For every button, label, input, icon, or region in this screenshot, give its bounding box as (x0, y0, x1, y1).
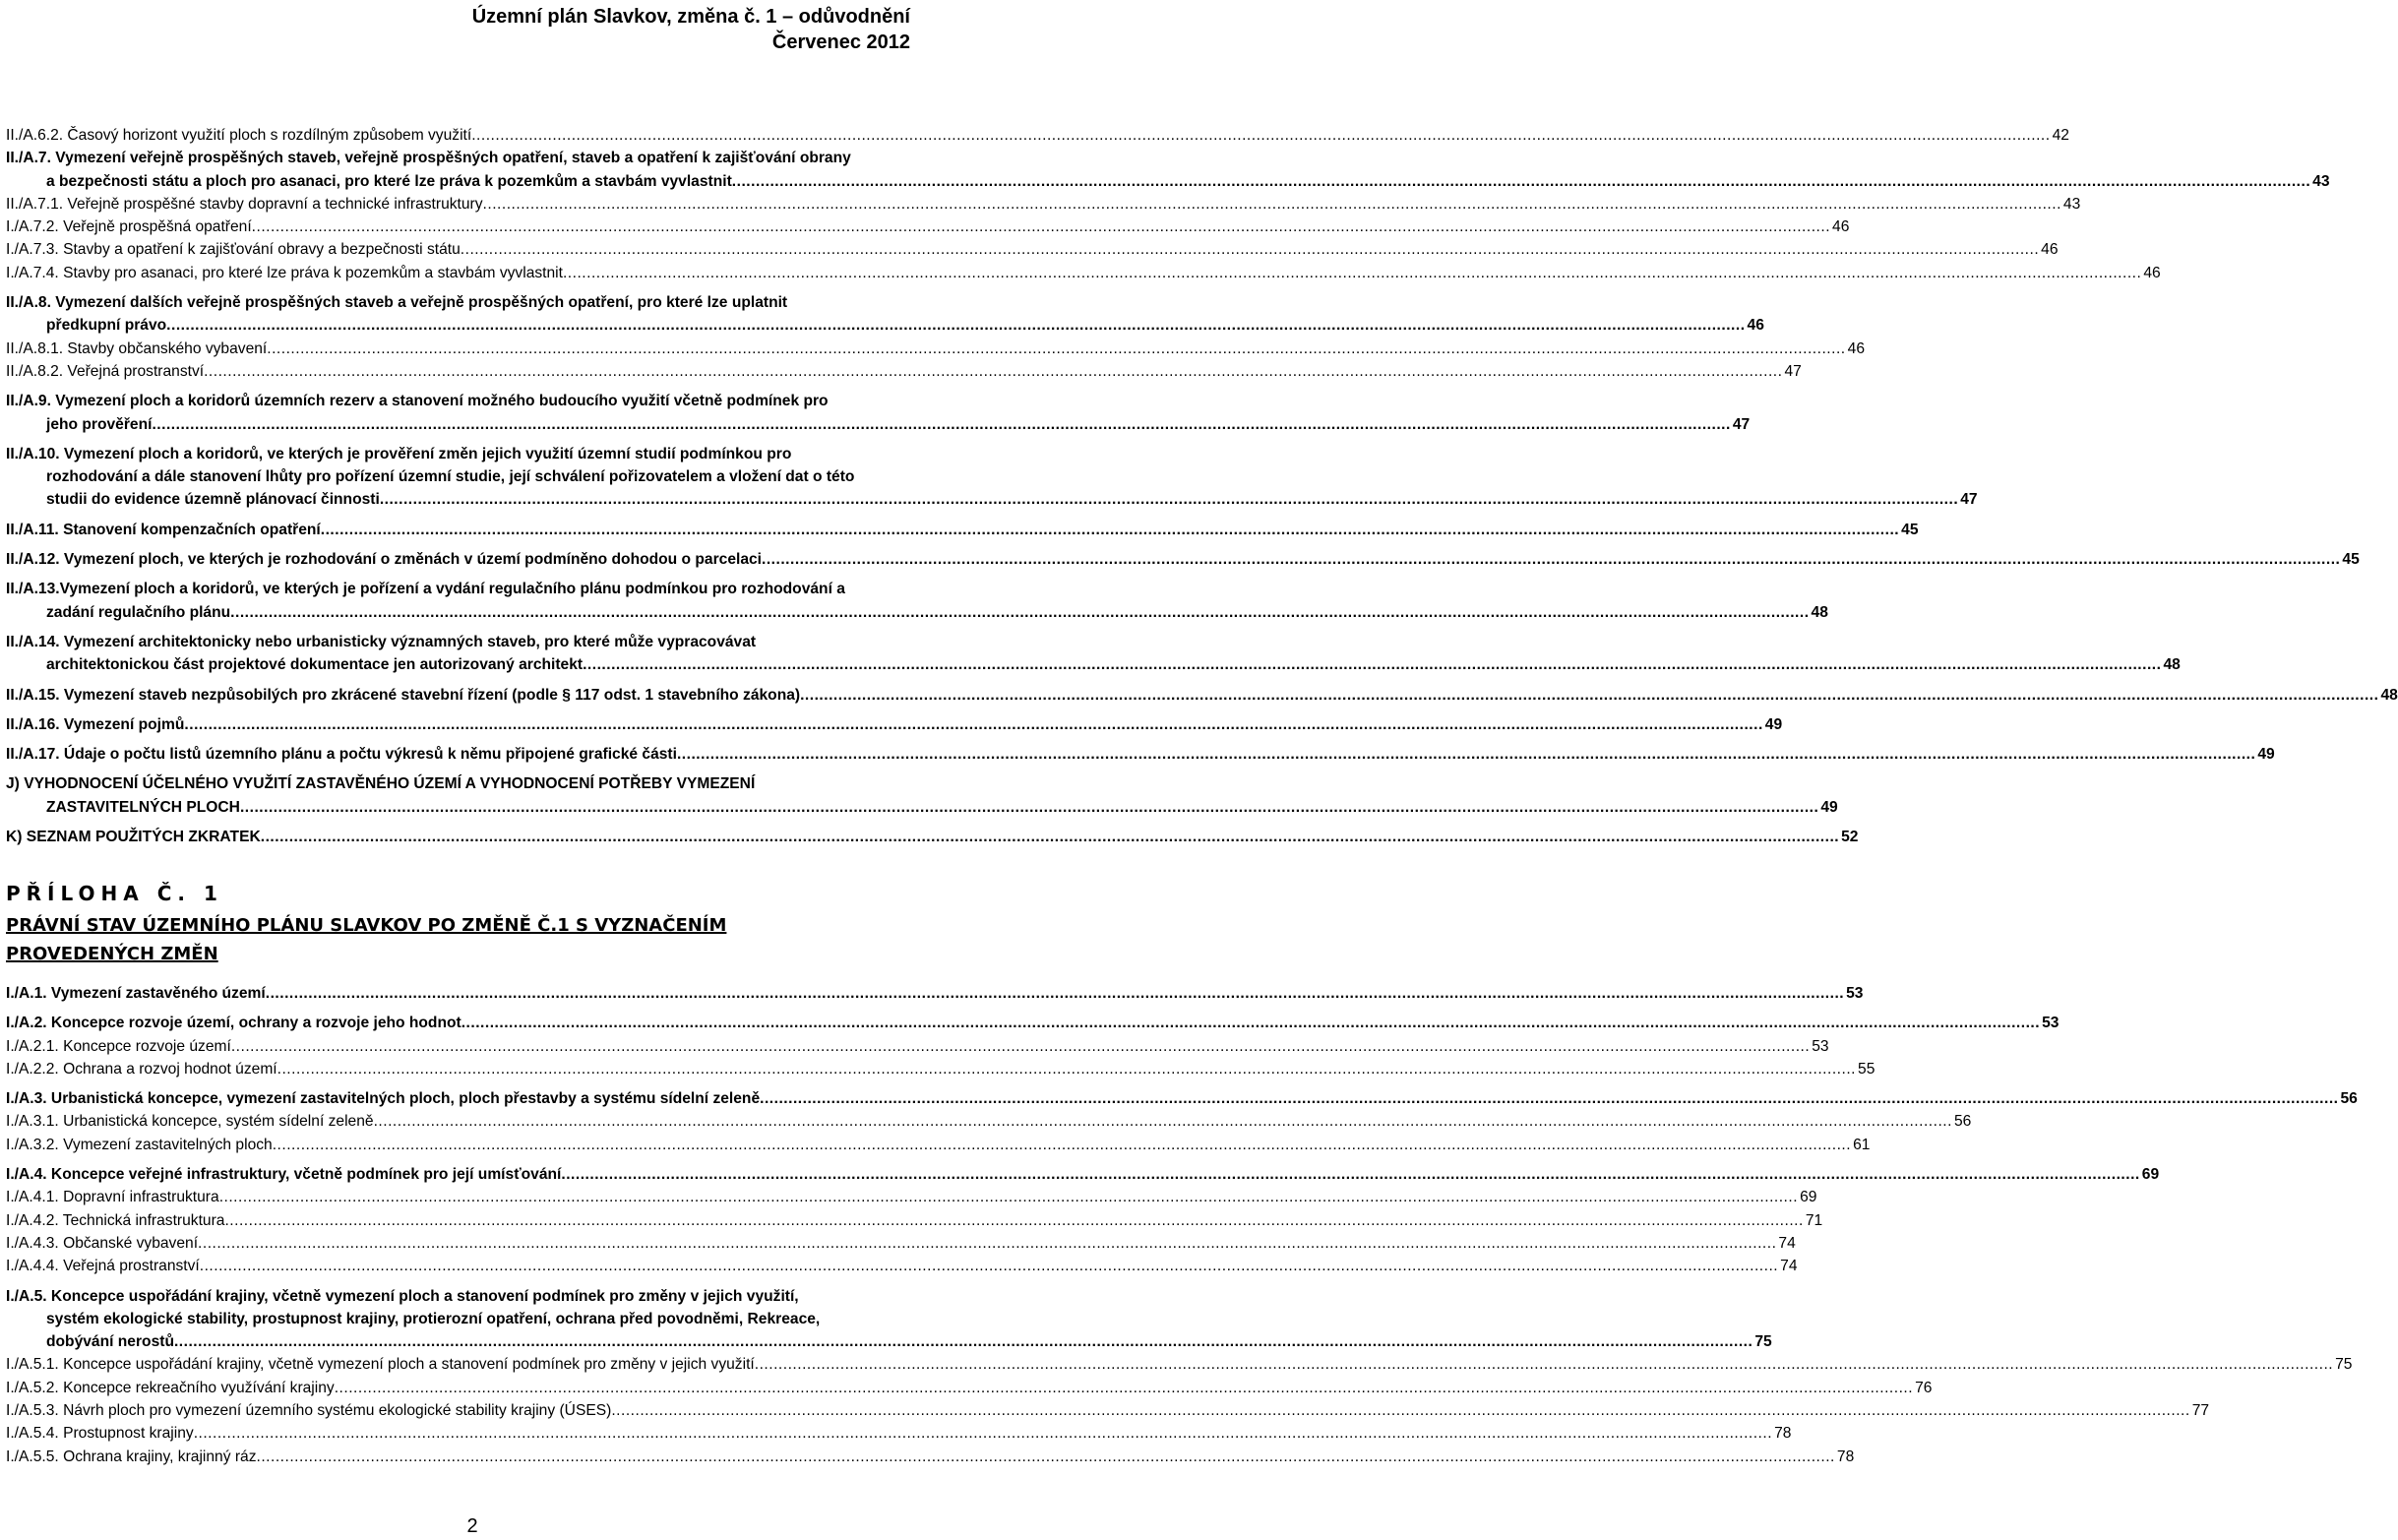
dot-leader (198, 1232, 1776, 1255)
toc-entry[interactable] (6, 124, 2069, 147)
spacer (6, 707, 910, 713)
toc-entry-last-line (6, 653, 2181, 676)
toc-entry-text: II./A.16. Vymezení pojmů (6, 715, 185, 733)
toc-page-number: 49 (2257, 746, 2275, 764)
toc-entry-text: I./A.7.4. Stavby pro asanaci, pro které lze práva k pozemkům a stavbám vyvlastnit (6, 264, 563, 281)
toc-entry-text: II./A.7. Vymezení veřejně prospěšných staveb, veřejně prospěšných opatření, staveb a opatření k zajišťování obrany (6, 150, 851, 167)
spacer (6, 541, 910, 548)
header-date: Červenec 2012 (771, 31, 910, 53)
toc-entry[interactable] (6, 1232, 1796, 1255)
toc-page-number: 69 (2141, 1166, 2160, 1184)
page-number: 2 (466, 1515, 478, 1537)
toc-page-number: 56 (2340, 1090, 2358, 1108)
toc-entry[interactable] (6, 1353, 2353, 1376)
toc-page-number: 45 (1901, 521, 1919, 538)
appendix-title: PRÁVNÍ STAV ÚZEMNÍHO PLÁNU SLAVKOV PO ZMĚNĚ Č.1 S VYZNAČENÍM PROVEDENÝCH ZMĚN (6, 915, 727, 964)
toc-entry-text: I./A.5.4. Prostupnost krajiny (6, 1425, 194, 1443)
dot-leader (266, 982, 1844, 1005)
dot-leader (257, 1446, 1835, 1468)
toc-entry[interactable] (6, 262, 2161, 284)
toc-entry[interactable] (6, 1087, 2358, 1110)
appendix-label: PŘÍLOHA Č. 1 (6, 882, 223, 905)
appendix-table-of-contents (6, 982, 2358, 1468)
toc-entry-text: I./A.4. Koncepce veřejné infrastruktury, včetně podmínek pro její umísťování (6, 1166, 562, 1184)
toc-entry[interactable] (6, 360, 1802, 383)
toc-page-number: 69 (1800, 1189, 1817, 1206)
toc-entry[interactable] (6, 1035, 1829, 1058)
toc-entry-text: a bezpečnosti státu a ploch pro asanaci, pro které lze práva k pozemkům a stavbám vyvlastnit (46, 172, 732, 190)
toc-entry-text: II./A.11. Stanovení kompenzačních opatření (6, 521, 321, 538)
dot-leader (230, 601, 1809, 624)
toc-entry[interactable] (6, 826, 1859, 848)
toc-entry[interactable] (6, 338, 1865, 360)
dot-leader (200, 1255, 1778, 1277)
toc-entry[interactable] (6, 548, 2360, 571)
toc-entry-text: I./A.4.1. Dopravní infrastruktura (6, 1189, 219, 1206)
toc-page-number: 42 (2052, 127, 2069, 144)
toc-page-number: 45 (2342, 551, 2360, 569)
toc-entry-last-line (6, 314, 1764, 337)
toc-entry-last-line (6, 413, 1751, 436)
toc-entry-text: II./A.14. Vymezení architektonicky nebo urbanisticky významných staveb, pro které může vypracovávat (6, 633, 757, 650)
toc-entry[interactable] (6, 1186, 1817, 1208)
dot-leader (335, 1377, 1913, 1399)
dot-leader (184, 713, 1762, 736)
toc-page-number: 74 (1778, 1234, 1796, 1252)
dot-leader (800, 684, 2378, 707)
toc-entry[interactable] (6, 578, 1828, 624)
toc-page-number: 46 (1847, 339, 1865, 357)
dot-leader (174, 1330, 1752, 1353)
toc-entry[interactable] (6, 147, 2330, 193)
dot-leader (166, 314, 1745, 337)
toc-entry[interactable] (6, 772, 1838, 819)
toc-page-number: 46 (1832, 218, 1850, 236)
toc-page-number: 71 (1805, 1211, 1823, 1229)
dot-leader (471, 124, 2050, 147)
toc-entry[interactable] (6, 982, 1864, 1005)
toc-entry[interactable] (6, 684, 2398, 707)
toc-entry[interactable] (6, 1255, 1798, 1277)
toc-entry[interactable] (6, 1058, 1875, 1080)
dot-leader (762, 548, 2340, 571)
toc-entry[interactable] (6, 1377, 1933, 1399)
spacer (6, 766, 910, 772)
toc-entry-text: I./A.5.1. Koncepce uspořádání krajiny, včetně vymezení ploch a stanovení podmínek pro změny v jejich využití (6, 1356, 755, 1374)
dot-leader (321, 519, 1899, 541)
toc-entry[interactable] (6, 1446, 1855, 1468)
dot-leader (677, 743, 2255, 766)
toc-entry-text: II./A.15. Vymezení staveb nezpůsobilých pro zkrácené stavební řízení (podle § 117 odst. 1 stavebního zákona) (6, 686, 801, 704)
toc-entry-text: II./A.12. Vymezení ploch, ve kterých je rozhodování o změnách v území podmíněno dohodou o parcelaci (6, 551, 763, 569)
toc-entry[interactable] (6, 1134, 1871, 1156)
spacer (6, 383, 910, 390)
toc-entry-text: I./A.2.2. Ochrana a rozvoj hodnot území (6, 1060, 277, 1078)
toc-entry-last-line (6, 488, 1978, 511)
toc-entry-text: I./A.5.2. Koncepce rekreačního využívání krajiny (6, 1379, 335, 1396)
toc-entry-text: I./A.3.1. Urbanistická koncepce, systém sídelní zeleně (6, 1113, 374, 1131)
spacer (6, 1080, 910, 1087)
dot-leader (461, 1012, 2040, 1034)
toc-entry[interactable] (6, 193, 2081, 216)
toc-entry[interactable] (6, 519, 1919, 541)
toc-entry-text: dobývání nerostů (46, 1333, 174, 1351)
toc-page-number: 52 (1841, 829, 1859, 846)
dot-leader (204, 360, 1782, 383)
dot-leader (219, 1186, 1798, 1208)
toc-entry[interactable] (6, 1285, 1772, 1354)
toc-entry[interactable] (6, 1422, 1792, 1445)
toc-entry-last-line (6, 1330, 1772, 1353)
dot-leader (252, 216, 1830, 238)
toc-page-number: 61 (1853, 1136, 1871, 1153)
dot-leader (583, 653, 2161, 676)
dot-leader (240, 796, 1818, 819)
toc-entry[interactable] (6, 1012, 2060, 1034)
toc-entry[interactable] (6, 1110, 1972, 1133)
toc-page-number: 78 (1836, 1448, 1855, 1465)
toc-entry[interactable] (6, 713, 1783, 736)
toc-entry-text: J) VYHODNOCENÍ ÚČELNÉHO VYUŽITÍ ZASTAVĚNÉHO ÚZEMÍ A VYHODNOCENÍ POTŘEBY VYMEZENÍ (6, 775, 756, 793)
toc-entry-text: II./A.17. Údaje o počtu listů územního plánu a počtu výkresů k němu připojené grafické části (6, 746, 677, 764)
toc-entry[interactable] (6, 291, 1764, 338)
toc-page-number: 46 (2041, 241, 2059, 259)
spacer (6, 1278, 910, 1285)
toc-entry-text: II./A.7.1. Veřejně prospěšné stavby dopravní a technické infrastruktury (6, 195, 483, 213)
toc-entry-text: I./A.7.2. Veřejně prospěšná opatření (6, 218, 252, 236)
toc-page-number: 49 (1820, 798, 1838, 816)
toc-entry-text: studii do evidence územně plánovací činnosti (46, 491, 380, 509)
dot-leader (732, 170, 2310, 193)
dot-leader (224, 1209, 1803, 1232)
toc-page-number: 75 (2335, 1356, 2353, 1374)
document-header (472, 4, 910, 55)
toc-page-number: 47 (1732, 415, 1751, 433)
toc-entry-text: I./A.1. Vymezení zastavěného území (6, 985, 266, 1002)
toc-page-number: 78 (1774, 1425, 1792, 1443)
toc-entry-text: architektonickou část projektové dokumentace jen autorizovaný architekt (46, 656, 584, 674)
toc-entry-text: rozhodování a dále stanovení lhůty pro pořízení územní studie, její schválení pořizovatelem a vložení dat o této (46, 468, 855, 486)
toc-entry-last-line (6, 796, 1838, 819)
toc-entry-text: I./A.4.4. Veřejná prostranství (6, 1258, 200, 1275)
dot-leader (563, 262, 2141, 284)
toc-page-number: 75 (1754, 1333, 1772, 1351)
spacer (6, 436, 910, 443)
toc-entry-text: II./A.8.1. Stavby občanského vybavení (6, 339, 268, 357)
toc-page-number: 46 (1747, 317, 1764, 335)
toc-page-number: 48 (2380, 686, 2398, 704)
spacer (6, 571, 910, 578)
toc-entry-text: I./A.3.2. Vymezení zastavitelných ploch (6, 1136, 273, 1153)
dot-leader (611, 1399, 2189, 1422)
toc-entry-last-line (6, 170, 2330, 193)
header-title: Územní plán Slavkov, změna č. 1 – odůvodnění (471, 6, 910, 28)
spacer (6, 677, 910, 684)
toc-entry-text: systém ekologické stability, prostupnost krajiny, protierozní opatření, ochrana před povodněmi, Rekreace, (46, 1310, 821, 1327)
toc-entry-text: I./A.5. Koncepce uspořádání krajiny, včetně vymezení ploch a stanovení podmínek pro změny v jejich využití, (6, 1287, 799, 1305)
toc-entry-text: II./A.8. Vymezení dalších veřejně prospěšných staveb a veřejně prospěšných opatření, pro které lze uplatnit (6, 294, 788, 312)
toc-entry-text: II./A.9. Vymezení ploch a koridorů územních rezerv a stanovení možného budoucího využití včetně podmínek pro (6, 393, 829, 410)
toc-entry-text: I./A.2. Koncepce rozvoje území, ochrany a rozvoje jeho hodnot (6, 1015, 461, 1032)
toc-page-number: 74 (1780, 1258, 1798, 1275)
toc-entry-text: I./A.4.2. Technická infrastruktura (6, 1211, 225, 1229)
toc-page-number: 46 (2143, 264, 2161, 281)
toc-entry-text: jeho prověření (46, 415, 153, 433)
toc-page-number: 77 (2191, 1402, 2210, 1420)
toc-page-number: 53 (1812, 1037, 1829, 1055)
spacer (6, 284, 910, 291)
toc-entry-text: I./A.5.5. Ochrana krajiny, krajinný ráz (6, 1448, 257, 1465)
table-of-contents (6, 124, 2398, 848)
toc-page-number: 43 (2312, 172, 2330, 190)
toc-page-number: 76 (1915, 1379, 1933, 1396)
toc-entry[interactable] (6, 1399, 2210, 1422)
toc-entry[interactable] (6, 390, 1751, 436)
spacer (6, 624, 910, 631)
toc-entry[interactable] (6, 1163, 2160, 1186)
dot-leader (261, 826, 1839, 848)
toc-entry[interactable] (6, 1209, 1823, 1232)
toc-entry-text: I./A.2.1. Koncepce rozvoje území (6, 1037, 231, 1055)
dot-leader (461, 238, 2039, 261)
toc-page-number: 48 (1811, 603, 1828, 621)
toc-page-number: 53 (1846, 985, 1864, 1002)
spacer (6, 1156, 910, 1163)
toc-entry[interactable] (6, 743, 2275, 766)
toc-entry-text: K) SEZNAM POUŽITÝCH ZKRATEK (6, 829, 261, 846)
toc-entry[interactable] (6, 238, 2059, 261)
toc-page-number: 55 (1858, 1060, 1875, 1078)
toc-entry-text: II./A.8.2. Veřejná prostranství (6, 362, 205, 380)
dot-leader (267, 338, 1845, 360)
dot-leader (561, 1163, 2139, 1186)
toc-entry-text: I./A.4.3. Občanské vybavení (6, 1234, 199, 1252)
toc-entry-text: předkupní právo (46, 317, 167, 335)
toc-page-number: 53 (2042, 1015, 2060, 1032)
toc-entry-text: II./A.13.Vymezení ploch a koridorů, ve kterých je pořízení a vydání regulačního plánu podmínkou pro rozhodování a (6, 581, 845, 598)
toc-entry-text: I./A.7.3. Stavby a opatření k zajišťování obravy a bezpečnosti státu (6, 241, 461, 259)
toc-entry-text: I./A.5.3. Návrh ploch pro vymezení územního systému ekologické stability krajiny (ÚSES) (6, 1402, 612, 1420)
dot-leader (483, 193, 2061, 216)
toc-entry-text: II./A.6.2. Časový horizont využití ploch s rozdílným způsobem využití (6, 127, 472, 144)
dot-leader (277, 1058, 1856, 1080)
toc-page-number: 56 (1953, 1113, 1972, 1131)
dot-leader (760, 1087, 2338, 1110)
spacer (6, 736, 910, 743)
toc-page-number: 47 (1784, 362, 1802, 380)
toc-entry-last-line (6, 601, 1828, 624)
toc-entry[interactable] (6, 443, 1978, 512)
dot-leader (374, 1110, 1952, 1133)
dot-leader (380, 488, 1958, 511)
dot-leader (152, 413, 1730, 436)
toc-entry-text: II./A.10. Vymezení ploch a koridorů, ve kterých je prověření změn jejich využití územní studií podmínkou pro (6, 445, 792, 462)
toc-page-number: 48 (2163, 656, 2181, 674)
toc-page-number: 47 (1960, 491, 1978, 509)
toc-page-number: 49 (1764, 715, 1783, 733)
dot-leader (273, 1134, 1851, 1156)
toc-entry-text: zadání regulačního plánu (46, 603, 231, 621)
spacer (6, 512, 910, 519)
toc-entry-text: I./A.3. Urbanistická koncepce, vymezení zastavitelných ploch, ploch přestavby a systému sídelní zeleně (6, 1090, 761, 1108)
dot-leader (231, 1035, 1810, 1058)
dot-leader (755, 1353, 2333, 1376)
toc-entry[interactable] (6, 216, 1850, 238)
toc-entry-text: ZASTAVITELNÝCH PLOCH (46, 798, 240, 816)
spacer (6, 1005, 910, 1012)
toc-page-number: 43 (2062, 195, 2081, 213)
dot-leader (194, 1422, 1772, 1445)
toc-entry[interactable] (6, 631, 2181, 677)
spacer (6, 819, 910, 826)
